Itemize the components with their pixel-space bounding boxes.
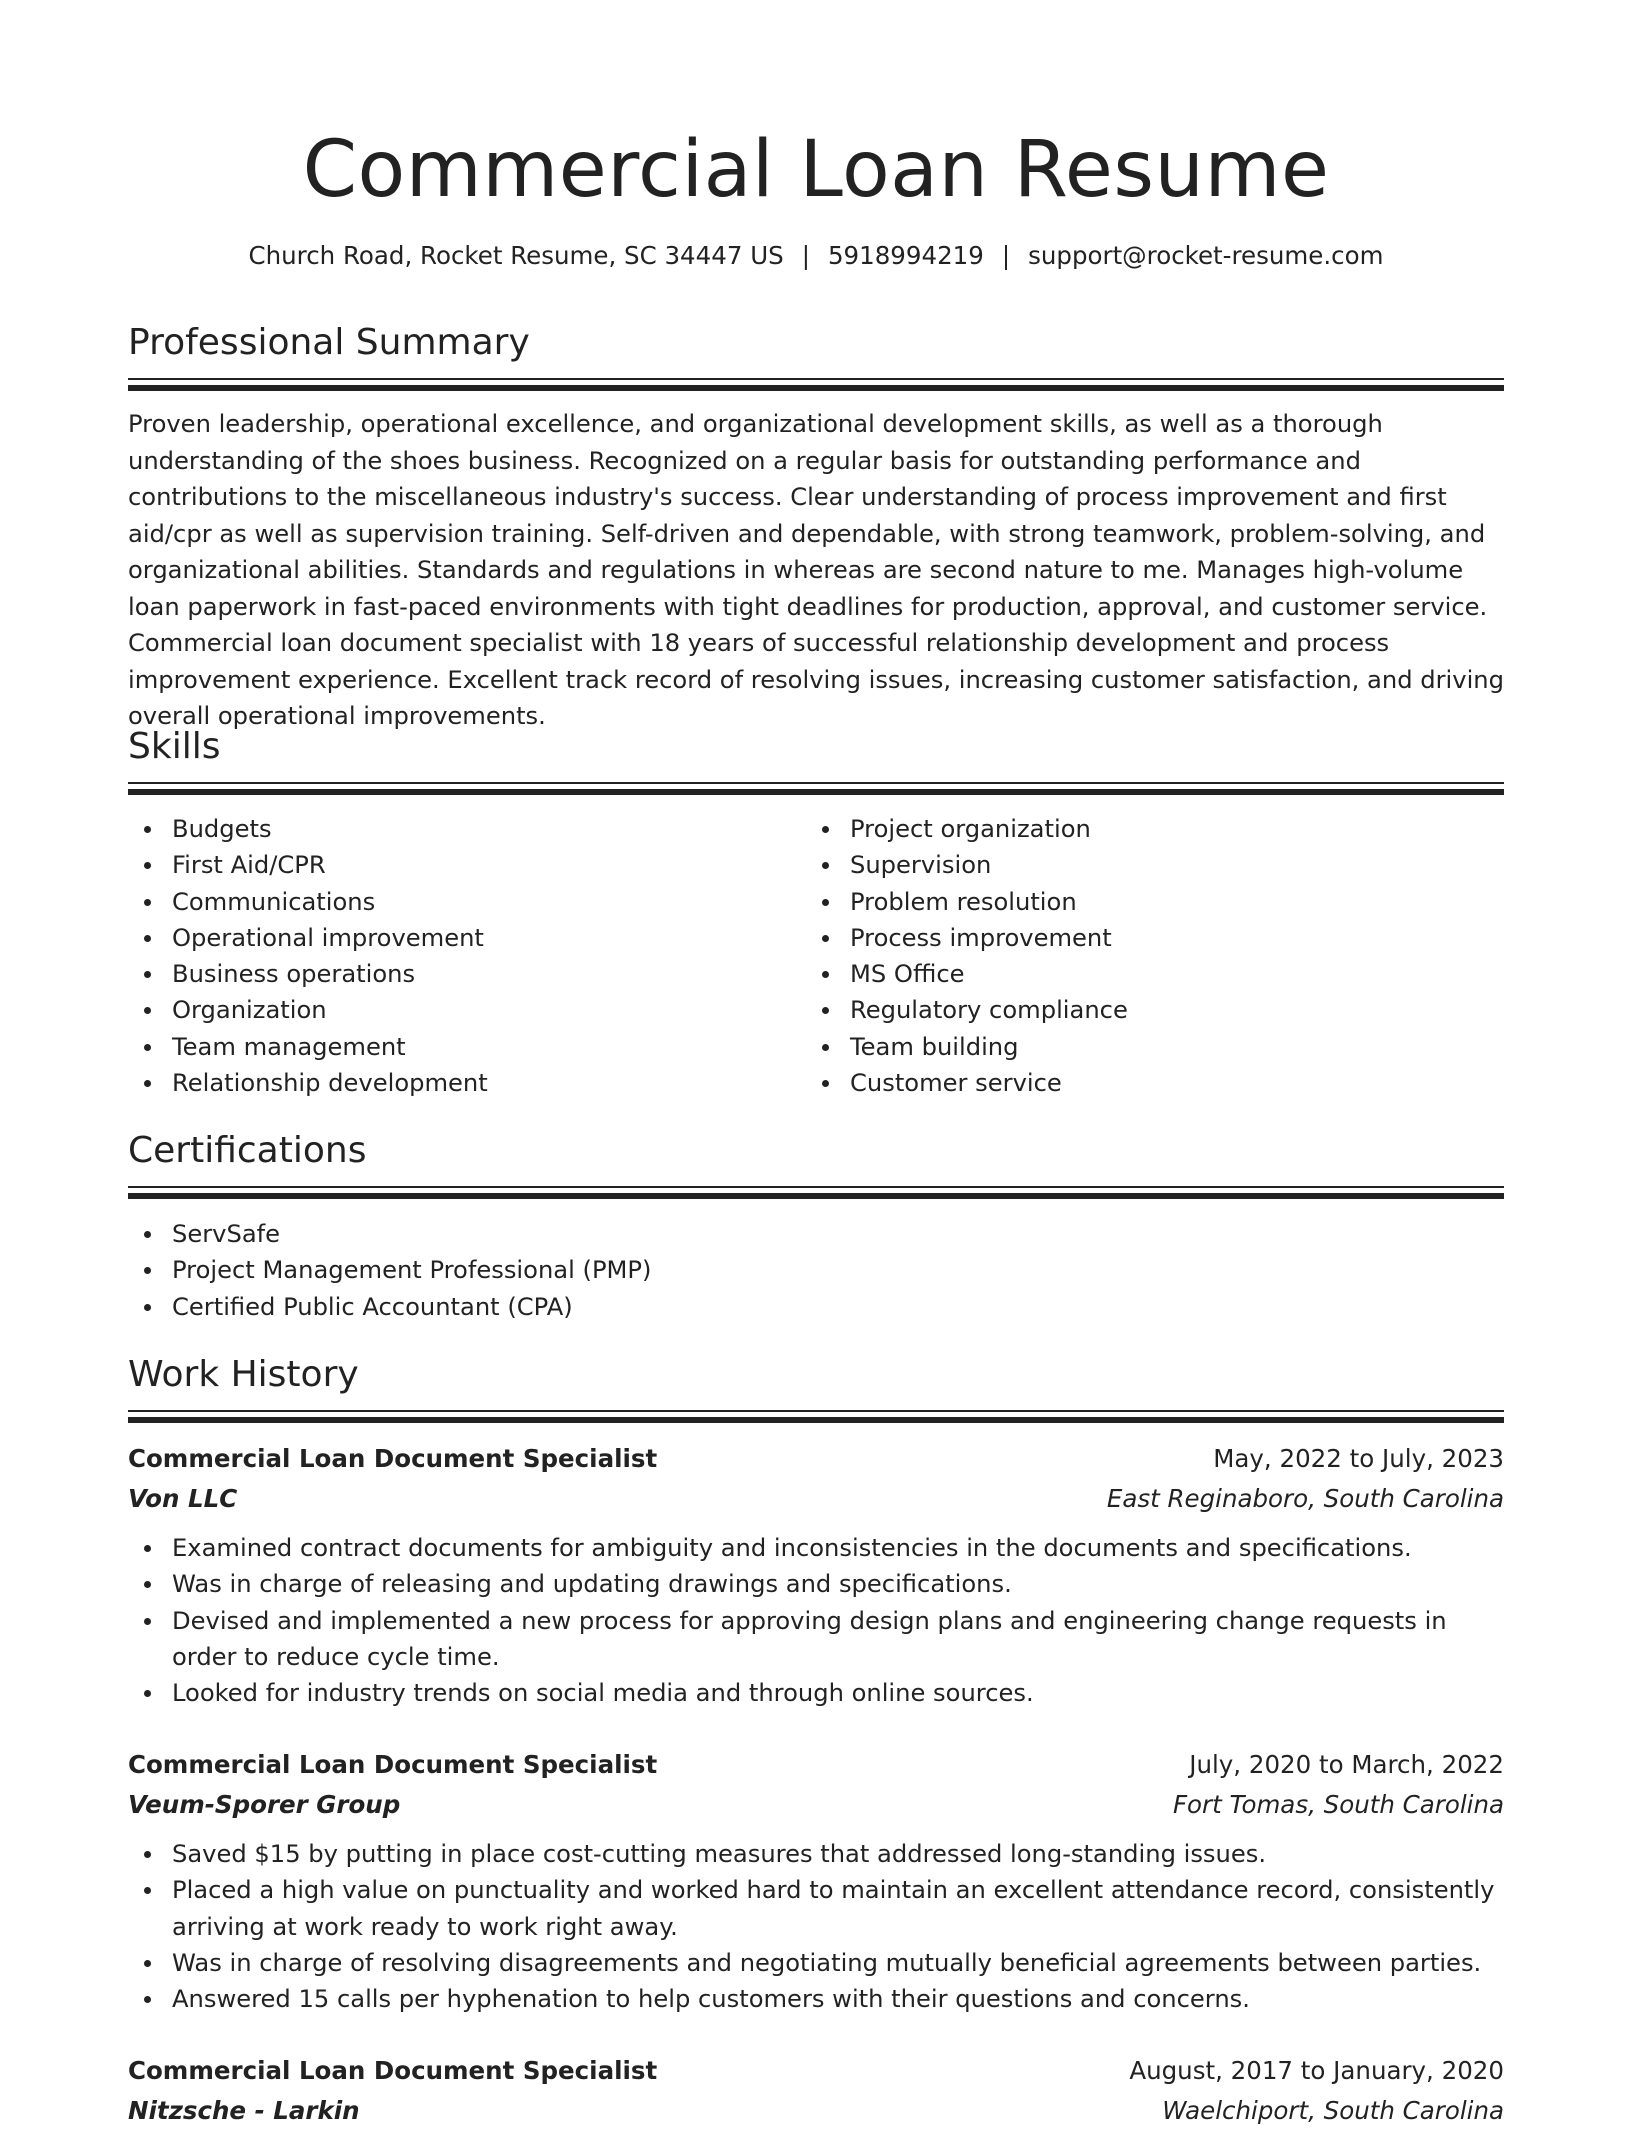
certifications-list — [128, 1216, 1504, 1325]
job-location: Fort Tomas, South Carolina — [1172, 1790, 1504, 1819]
resume-title: Commercial Loan Resume — [302, 125, 1330, 215]
job-duty-item: Was in charge of resolving disagreements and negotiating mutually beneficial agreements between parties. — [128, 1945, 1504, 1981]
job-location: Waelchiport, South Carolina — [1162, 2096, 1504, 2125]
job-duty-item: Placed a high value on punctuality and worked hard to maintain an excellent attendance record, consistently arriving at work ready to work right away. — [128, 1872, 1504, 1945]
job-company-row — [128, 2092, 1504, 2132]
job-dates: August, 2017 to January, 2020 — [1129, 2056, 1504, 2085]
skill-item: Regulatory compliance — [806, 992, 1466, 1028]
job-duty-item: Saved $15 by putting in place cost-cutting measures that addressed long-standing issues. — [128, 1836, 1504, 1872]
section-heading-certifications: Certifications — [128, 1130, 367, 1171]
section-heading-work-history: Work History — [128, 1354, 359, 1395]
section-divider — [128, 378, 1504, 394]
job-location: East Reginaboro, South Carolina — [1106, 1484, 1504, 1513]
section-divider — [128, 782, 1504, 798]
contact-email: support@rocket-resume.com — [1028, 241, 1384, 270]
contact-separator: | — [1001, 241, 1011, 270]
certification-item: Project Management Professional (PMP) — [128, 1252, 1504, 1288]
skills-list-left — [128, 811, 788, 1101]
job-dates: July, 2020 to March, 2022 — [1189, 1750, 1504, 1779]
skill-item: Problem resolution — [806, 884, 1466, 920]
skill-item: Supervision — [806, 847, 1466, 883]
skill-item: Customer service — [806, 1065, 1466, 1101]
job-company-row — [128, 1480, 1504, 1520]
skill-item: Operational improvement — [128, 920, 788, 956]
job-duties-list — [128, 1836, 1504, 2017]
job-duty-item: Answered 15 calls per hyphenation to help customers with their questions and concerns. — [128, 1981, 1504, 2017]
contact-line — [128, 238, 1504, 274]
job-title: Commercial Loan Document Specialist — [128, 2056, 658, 2085]
job-duty-item: Devised and implemented a new process for approving design plans and engineering change requests in order to reduce cycle time. — [128, 1603, 1504, 1676]
skill-item: Communications — [128, 884, 788, 920]
job-title: Commercial Loan Document Specialist — [128, 1444, 658, 1473]
skills-column-left — [128, 811, 788, 1101]
job-duty-item: Examined contract documents for ambiguity and inconsistencies in the documents and specifications. — [128, 1530, 1504, 1566]
job-duties-list — [128, 1530, 1504, 1711]
contact-separator: | — [801, 241, 810, 270]
skill-item: Relationship development — [128, 1065, 788, 1101]
summary-text: Proven leadership, operational excellence, and organizational development skills, as well as a thorough understanding of the shoes business. Recognized on a regular basis for outstanding performance and contributions to the miscellaneous industry's success. Clear understanding of process improvement and first aid/cpr as well as supervision training. Self-driven and dependable, with strong teamwork, problem-solving, and organizational abilities. Standards and regulations in whereas are second nature to me. Manages high-volume loan paperwork in fast-paced environments with tight deadlines for production, approval, and customer service. Commercial loan document specialist with 18 years of successful relationship development and process improvement experience. Excellent track record of resolving issues, increasing customer satisfaction, and driving overall operational improvements. — [128, 410, 1504, 730]
contact-address: Church Road, Rocket Resume, SC 34447 US — [248, 241, 784, 270]
certification-item: Certified Public Accountant (CPA) — [128, 1289, 1504, 1325]
job-company: Veum-Sporer Group — [128, 1790, 401, 1819]
job-entry — [128, 2052, 1504, 2132]
skill-item: Budgets — [128, 811, 788, 847]
certification-item: ServSafe — [128, 1216, 1504, 1252]
job-duty-item: Looked for industry trends on social media and through online sources. — [128, 1675, 1504, 1711]
skill-item: First Aid/CPR — [128, 847, 788, 883]
job-header-row — [128, 2052, 1504, 2092]
certifications-block — [128, 1216, 1504, 1325]
skill-item: MS Office — [806, 956, 1466, 992]
skills-list-right — [806, 811, 1466, 1101]
job-company: Von LLC — [128, 1484, 238, 1513]
job-header-row — [128, 1746, 1504, 1786]
skill-item: Team building — [806, 1029, 1466, 1065]
skill-item: Organization — [128, 992, 788, 1028]
job-dates: May, 2022 to July, 2023 — [1213, 1444, 1504, 1473]
skills-column-right — [806, 811, 1466, 1101]
job-company: Nitzsche - Larkin — [128, 2096, 360, 2125]
section-divider — [128, 1410, 1504, 1426]
contact-phone: 5918994219 — [827, 241, 984, 270]
skill-item: Business operations — [128, 956, 788, 992]
job-header-row — [128, 1440, 1504, 1480]
job-entry — [128, 1440, 1504, 1711]
skill-item: Project organization — [806, 811, 1466, 847]
job-duty-item: Was in charge of releasing and updating drawings and specifications. — [128, 1566, 1504, 1602]
section-heading-summary: Professional Summary — [128, 322, 530, 363]
job-company-row — [128, 1786, 1504, 1826]
skill-item: Team management — [128, 1029, 788, 1065]
section-divider — [128, 1186, 1504, 1202]
job-title: Commercial Loan Document Specialist — [128, 1750, 658, 1779]
section-heading-skills: Skills — [128, 726, 221, 767]
job-entry — [128, 1746, 1504, 2017]
skill-item: Process improvement — [806, 920, 1466, 956]
